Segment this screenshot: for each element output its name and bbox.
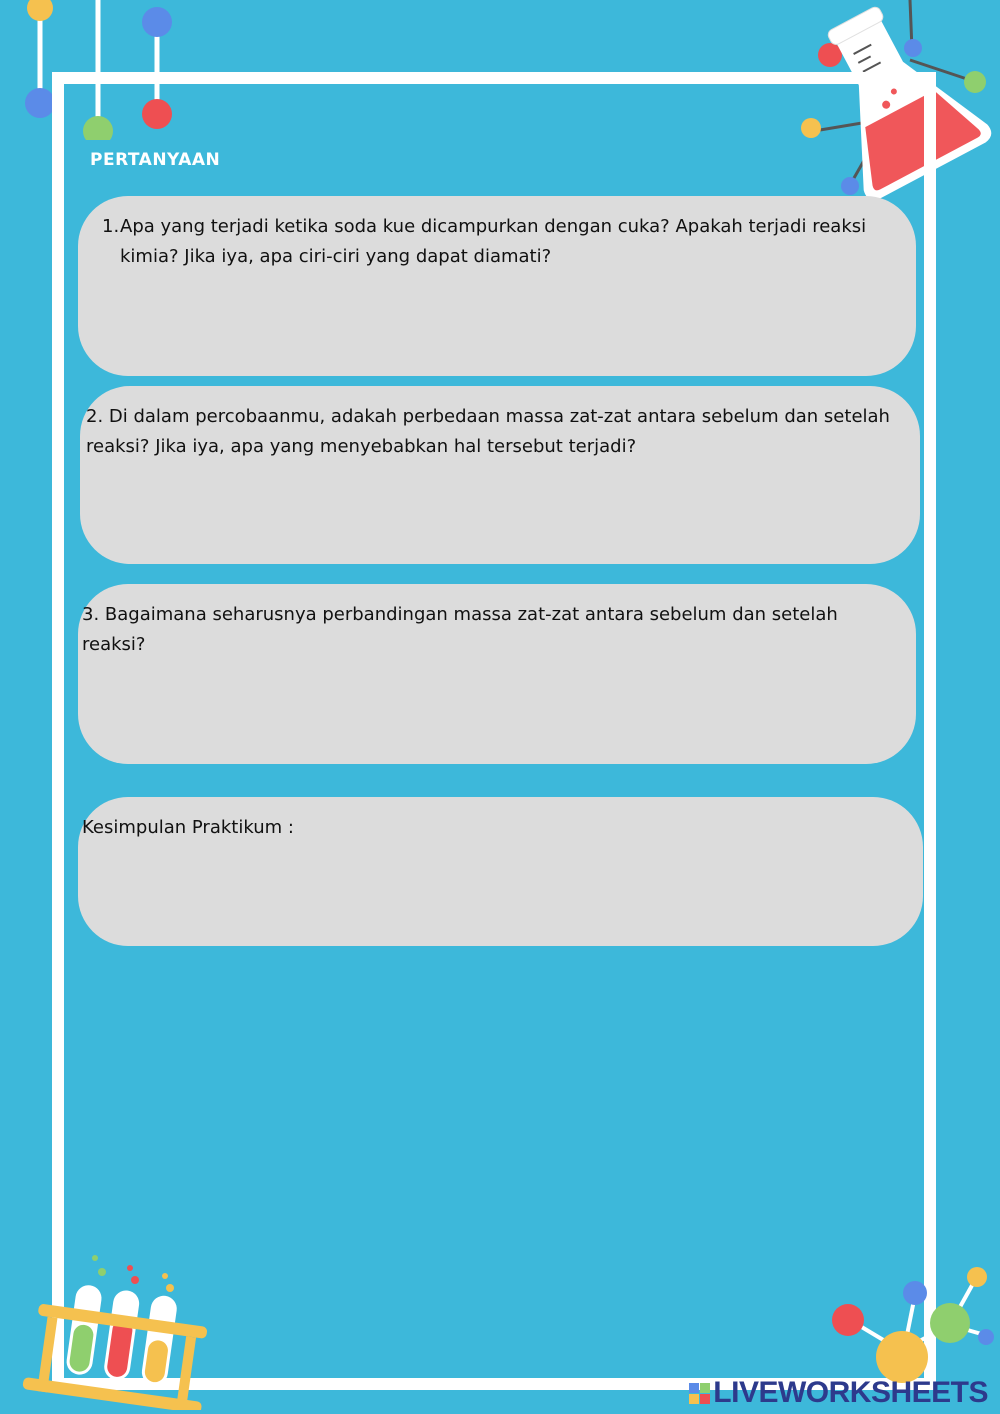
logo-tile-e (700, 1394, 710, 1404)
question-1-number: 1. (102, 216, 120, 237)
question-1-box (78, 196, 916, 376)
question-3-text: 3. Bagaimana seharusnya perbandingan massa zat-zat antara sebelum dan setelah reaksi? (82, 604, 838, 655)
logo-tile-l (689, 1383, 699, 1393)
section-title: PERTANYAAN (90, 150, 221, 170)
test-tube-rack-icon (20, 1250, 220, 1410)
question-1-text: Apa yang terjadi ketika soda kue dicampurkan dengan cuka? Apakah terjadi reaksi kimia? Jika iya, apa ciri-ciri yang dapat diamati? (120, 216, 867, 267)
conclusion-box (78, 797, 923, 946)
watermark-brand: LIVEWORKSHEETS (713, 1376, 988, 1409)
watermark (689, 1376, 988, 1410)
liveworksheets-logo-icon (689, 1383, 710, 1404)
answer-3-field[interactable] (118, 668, 882, 752)
conclusion-field[interactable] (118, 849, 882, 933)
question-3-box (78, 584, 916, 764)
logo-tile-i (700, 1383, 710, 1393)
logo-tile-v (689, 1394, 699, 1404)
question-2-box (80, 386, 920, 564)
answer-1-field[interactable] (118, 280, 882, 364)
question-2-text: 2. Di dalam percobaanmu, adakah perbedaan massa zat-zat antara sebelum dan setelah reaksi? Jika iya, apa yang menyebabkan hal tersebut terjadi? (86, 406, 890, 457)
answer-2-field[interactable] (120, 470, 884, 554)
conclusion-label: Kesimpulan Praktikum : (82, 817, 294, 838)
